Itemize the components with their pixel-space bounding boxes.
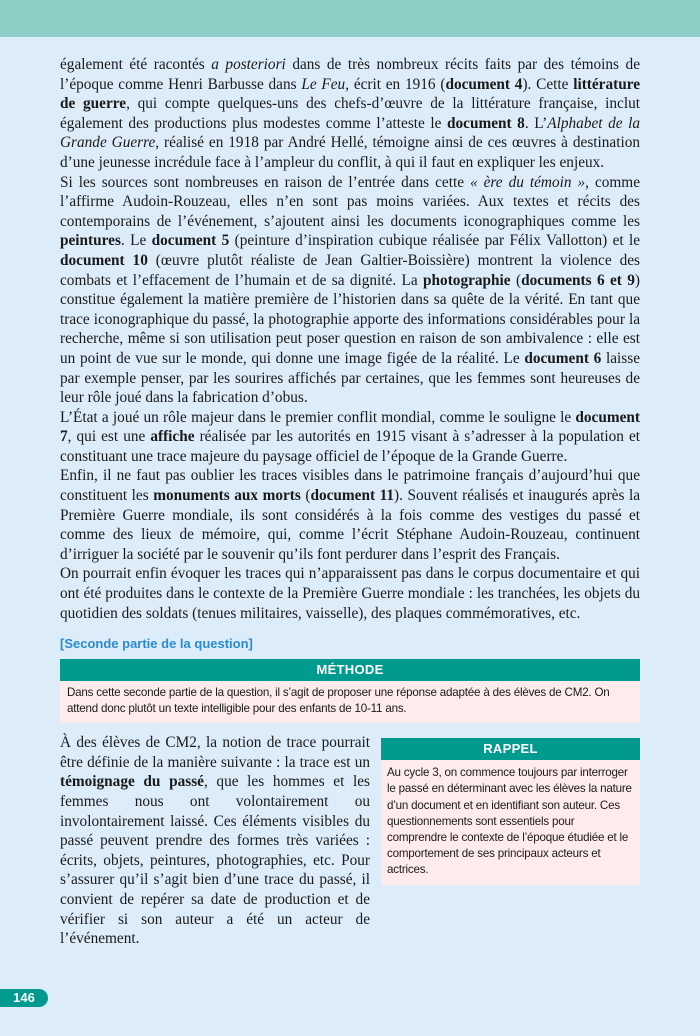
text-run: ). Souvent réalisés et inaugurés après la Première Guerre mondiale, ils sont considérés à la fois comme des vestiges du passé et comme des lieux de mémoire, qui, comme l’écrit Stéphane Audoin-Rouzeau, continuent d’irriguer la société par le souvenir qu’ils font perdurer dans l’esprit des Français. <box>60 487 640 563</box>
bold-text: affiche <box>150 428 195 446</box>
italic-text: a posteriori <box>211 56 286 73</box>
bold-text: témoignage du passé <box>60 773 204 791</box>
text-run: . Le <box>120 232 152 250</box>
bold-text: peintures <box>60 232 121 250</box>
text-run: À des élèves de CM2, la notion de trace pourrait être définie de la manière suivante : la trace est un <box>60 734 370 771</box>
methode-text: Dans cette seconde partie de la question, il s’agit de proposer une réponse adaptée à des élèves de CM2. On attend donc plutôt un texte intelligible pour des enfants de 10-11 ans. <box>60 681 640 723</box>
methode-title: MÉTHODE <box>60 659 640 681</box>
bold-text: photographie <box>423 271 511 289</box>
bold-text: documents 6 et 9 <box>521 271 635 289</box>
paragraph <box>60 408 640 467</box>
rappel-title: RAPPEL <box>381 738 640 760</box>
bold-text: monuments aux morts <box>153 487 301 505</box>
rappel-text: Au cycle 3, on commence toujours par interroger le passé en déterminant avec les élèves la nature d’un document et en identifiant son auteur. Ces questionnements sont essentiels pour comprendre le contexte de l’époque étudiée et le comportement de ses principaux acteurs et actrices. <box>381 760 640 884</box>
bold-text: document 6 <box>524 349 602 367</box>
text-run: ( <box>510 271 522 289</box>
text-run: , réalisé en 1918 par André Hellé, témoigne ainsi de ces œuvres à destination d’une jeunesse incrédule face à l’ampleur du conflit, à qui il faut en expliquer les enjeux. <box>60 134 641 171</box>
italic-text: Alphabet de la Grande Guerre <box>60 114 641 152</box>
text-run: , comme l’affirme Audoin-Rouzeau, elles n’en sont pas moins variées. Aux textes et récits des contemporains de l’événement, s’ajoutent ainsi les documents iconographiques comme les <box>60 173 640 230</box>
paragraph <box>60 733 370 949</box>
text-run: ). Cette <box>522 75 574 93</box>
bold-text: document 7 <box>60 408 640 446</box>
text-run: réalisée par les autorités en 1915 visant à s’adresser à la population et constituant une trace majeure du paysage officiel de l’époque de la Grande Guerre. <box>60 428 640 465</box>
text-run: (œuvre plutôt réaliste de Jean Galtier-Boissière) montrent la violence des combats et l’effacement de l’humain et de sa dignité. La <box>60 251 640 289</box>
bold-text: document 4 <box>445 75 523 93</box>
paragraph <box>60 173 640 408</box>
paragraph <box>60 55 640 173</box>
main-text <box>60 55 640 623</box>
text-run: dans de très nombreux récits faits par des témoins de l’époque comme Henri Barbusse dans <box>60 56 640 93</box>
bold-text: document 11 <box>310 487 395 505</box>
bold-text: document 8 <box>447 114 525 132</box>
text-run: , écrit en 1916 ( <box>345 75 446 93</box>
text-run: également été racontés <box>60 56 212 73</box>
bold-text: document 5 <box>151 232 230 250</box>
paragraph <box>60 564 640 623</box>
paragraph <box>60 466 640 564</box>
text-run: (peinture d’inspiration cubique réalisée par Félix Vallotton) et le <box>229 232 641 250</box>
text-run: . L’ <box>524 114 548 132</box>
text-run: , que les hommes et les femmes nous ont volontairement ou involontairement laissé. Ces éléments visibles du passé peuvent prendre des formes très variées : écrits, objets, peintures, photographies, etc. Pour s’assurer qu’il s’agit bien d’une trace du passé, il convient de repérer sa date de production et de vérifier si son auteur a été un acteur de l’événement. <box>60 773 370 948</box>
text-run: ( <box>300 487 311 505</box>
italic-text: Le Feu <box>301 75 346 93</box>
text-run: ) constitue également la matière première de l’historien dans sa quête de la vérité. En tant que trace iconographique du passé, la photographie apporte des informations considérables pour la recherche, même si son utilisation peut poser question en raison de son ambivalence : elle est un point de vue sur le monde, qui donne une image figée de la réalité. Le <box>60 271 640 367</box>
methode-box <box>60 659 640 723</box>
text-run: , qui est une <box>67 428 151 446</box>
page-content <box>0 37 700 949</box>
text-run: On pourrait enfin évoquer les traces qui n’apparaissent pas dans le corpus documentaire et qui ont été produites dans le contexte de la Première Guerre mondiale : les tranchées, les objets du quotidien des soldats (tenues militaires, vaisselle), des plaques commémoratives, etc. <box>60 565 640 622</box>
left-column-text <box>60 733 370 949</box>
text-run: , qui compte quelques-uns des chefs-d’œuvre de la littérature française, inclut également des productions plus modestes comme l’atteste le <box>60 95 640 132</box>
bold-text: document 10 <box>60 251 148 269</box>
page-number: 146 <box>0 989 48 1007</box>
text-run: L’État a joué un rôle majeur dans le premier conflit mondial, comme le souligne le <box>60 408 576 426</box>
text-run: Enfin, il ne faut pas oublier les traces visibles dans le patrimoine français d’aujourd’hui que constituent les <box>60 467 640 505</box>
top-header-bar <box>0 0 700 37</box>
rappel-box <box>381 738 640 884</box>
section-heading: [Seconde partie de la question] <box>60 636 253 652</box>
bottom-row <box>60 733 640 949</box>
text-run: Si les sources sont nombreuses en raison de l’entrée dans cette <box>60 173 470 191</box>
italic-text: « ère du témoin » <box>469 173 586 191</box>
text-run: laisse par exemple penser, par les sourires affichés par certaines, que les femmes sont heureuses de leur rôle joué dans la fabrication d’obus. <box>60 349 641 407</box>
bold-text: littérature de guerre <box>60 75 641 113</box>
